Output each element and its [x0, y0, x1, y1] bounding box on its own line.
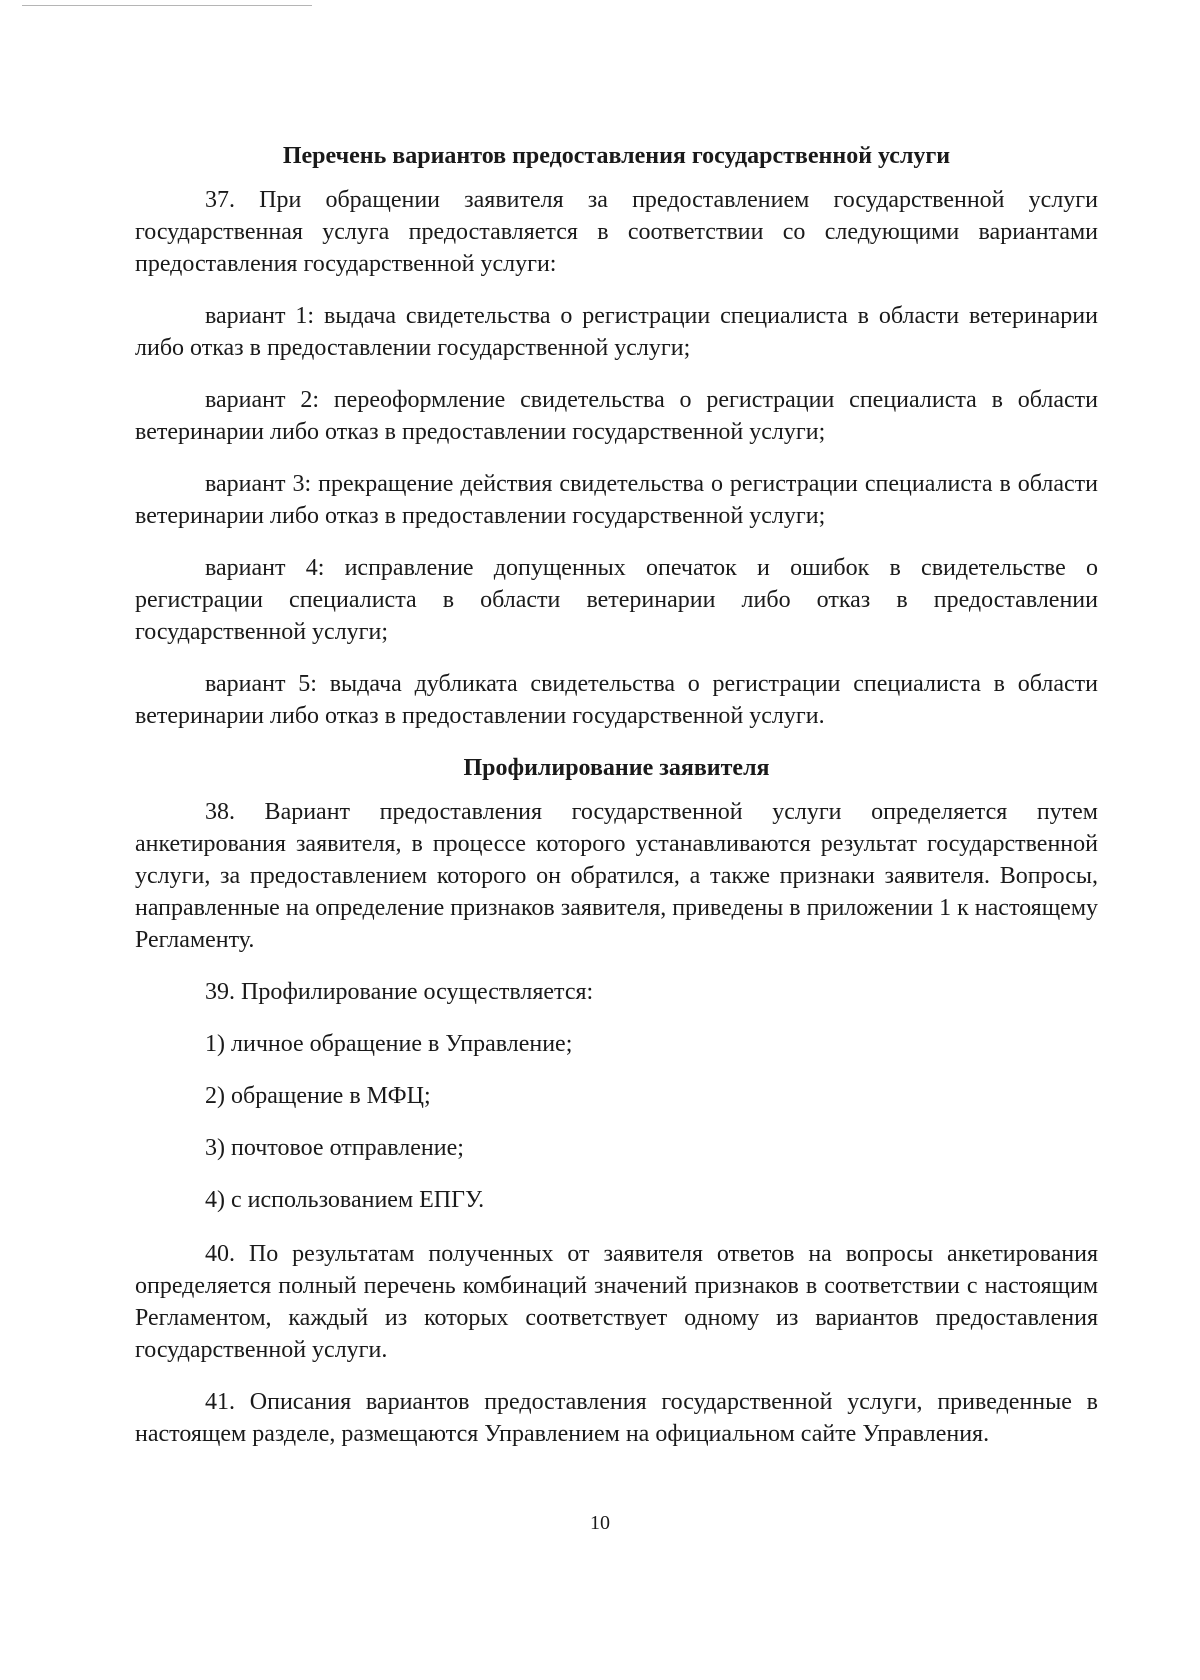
paragraph-38: 38. Вариант предоставления государственной услуги определяется путем анкетирования заявителя, в процессе которого устанавливаются результат государственной услуги, за предоставлением которого он обратился, а также признаки заявителя. Вопросы, направленные на определение признаков заявителя, приведены в приложении 1 к настоящему Регламенту. [135, 799, 1099, 953]
scan-artifact-line [22, 5, 312, 6]
variant-5: вариант 5: выдача дубликата свидетельства о регистрации специалиста в области ветеринарии либо отказ в предоставлении государственной услуги. [135, 671, 1098, 729]
section-title-variants: Перечень вариантов предоставления государственной услуги [282, 143, 951, 169]
variant-4: вариант 4: исправление допущенных опечаток и ошибок в свидетельстве о регистрации специалиста в области ветеринарии либо отказ в предоставлении государственной услуги; [135, 555, 1098, 645]
page-number: 10 [590, 1512, 610, 1534]
list-item-1: 1) личное обращение в Управление; [205, 1031, 573, 1057]
paragraph-39: 39. Профилирование осуществляется: [205, 979, 594, 1005]
list-item-4: 4) с использованием ЕПГУ. [205, 1187, 485, 1213]
document-page [135, 140, 1098, 1470]
list-item-2: 2) обращение в МФЦ; [205, 1083, 431, 1109]
variant-2: вариант 2: переоформление свидетельства о регистрации специалиста в области ветеринарии либо отказ в предоставлении государственной услуги; [135, 387, 1098, 445]
list-item-3: 3) почтовое отправление; [205, 1135, 464, 1161]
paragraph-37: 37. При обращении заявителя за предоставлением государственной услуги государственная услуга предоставляется в соответствии со следующими вариантами предоставления государственной услуги: [135, 187, 1098, 277]
section-title-profiling: Профилирование заявителя [463, 755, 770, 781]
paragraph-41: 41. Описания вариантов предоставления государственной услуги, приведенные в настоящем разделе, размещаются Управлением на официальном сайте Управления. [135, 1389, 1098, 1447]
variant-1: вариант 1: выдача свидетельства о регистрации специалиста в области ветеринарии либо отказ в предоставлении государственной услуги; [135, 303, 1098, 361]
variant-3: вариант 3: прекращение действия свидетельства о регистрации специалиста в области ветеринарии либо отказ в предоставлении государственной услуги; [135, 471, 1098, 529]
paragraph-40: 40. По результатам полученных от заявителя ответов на вопросы анкетирования определяется полный перечень комбинаций значений признаков в соответствии с настоящим Регламентом, каждый из которых соответствует одному из вариантов предоставления государственной услуги. [135, 1241, 1098, 1363]
